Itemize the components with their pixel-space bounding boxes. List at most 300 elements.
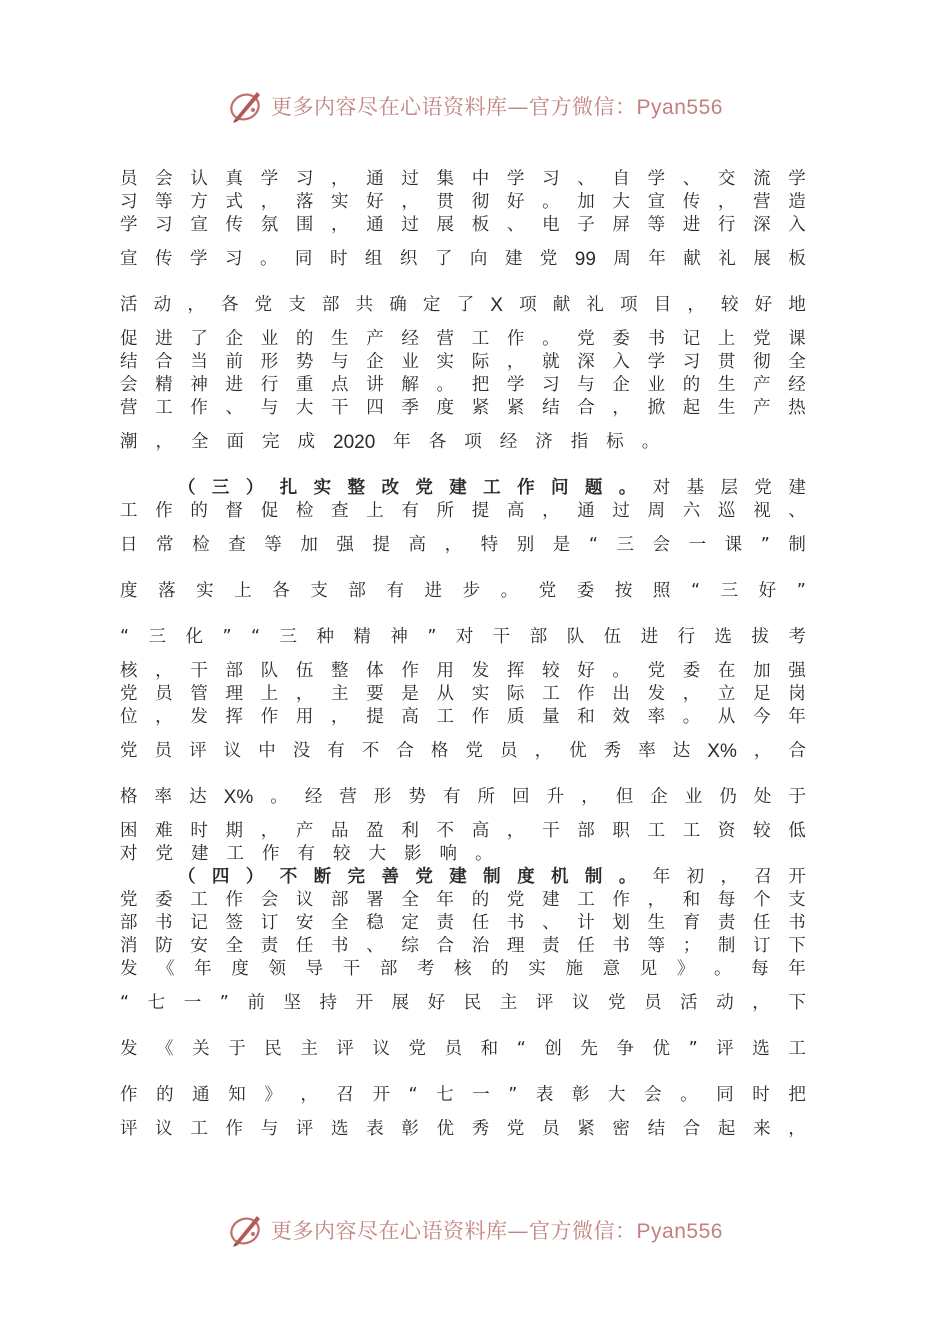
- text-char: 造: [788, 192, 806, 212]
- text-char: 下: [788, 936, 806, 956]
- text-char: 一: [688, 535, 707, 555]
- text-char: 作: [190, 398, 208, 418]
- text-char: 三: [148, 627, 167, 647]
- text-char: 精: [353, 627, 371, 647]
- text-char: 干: [342, 959, 361, 979]
- text-char: 实: [528, 959, 546, 979]
- numeric-token: 2020: [333, 432, 376, 453]
- text-char: 作: [260, 707, 279, 727]
- text-char: 结: [120, 352, 138, 372]
- text-char: 期: [225, 821, 244, 841]
- text-char: 不: [436, 821, 455, 841]
- text-char: 部: [225, 661, 244, 681]
- text-char: 评: [295, 1119, 314, 1139]
- text-char: 有: [386, 581, 404, 601]
- text-char: 。: [618, 478, 637, 498]
- text-char: ）: [245, 867, 264, 887]
- text-char: 传: [225, 215, 244, 235]
- text-line: [120, 912, 806, 935]
- text-char: ，: [155, 432, 173, 452]
- text-char: 争: [616, 1039, 634, 1059]
- text-char: 作: [262, 844, 280, 864]
- text-char: 地: [788, 295, 806, 315]
- text-char: 表: [535, 1085, 554, 1105]
- text-char: 防: [155, 936, 173, 956]
- text-char: 队: [566, 627, 585, 647]
- text-char: 部: [120, 913, 138, 933]
- text-char: 评: [189, 741, 207, 761]
- text-char: 当: [190, 352, 208, 372]
- text-char: 开: [355, 993, 374, 1013]
- text-char: 书: [155, 913, 173, 933]
- text-char: 提: [372, 535, 390, 555]
- text-char: 活: [680, 993, 698, 1013]
- text-char: 委: [576, 581, 595, 601]
- text-char: 进: [155, 329, 173, 349]
- text-char: 有: [297, 844, 315, 864]
- document-body: [120, 168, 806, 1141]
- text-line: [120, 1118, 806, 1141]
- text-char: 好: [577, 661, 595, 681]
- text-char: 动: [716, 993, 734, 1013]
- text-line: [120, 294, 806, 317]
- text-char: 较: [753, 821, 771, 841]
- text-char: 委: [612, 329, 630, 349]
- text-char: 电: [542, 215, 560, 235]
- text-char: 会: [644, 1085, 662, 1105]
- text-char: ”: [508, 1085, 518, 1105]
- text-char: 层: [720, 478, 738, 498]
- text-char: ”: [427, 627, 437, 647]
- text-char: 格: [430, 741, 449, 761]
- text-char: 订: [753, 936, 771, 956]
- text-char: 作: [577, 684, 595, 704]
- text-char: 立: [717, 684, 736, 704]
- text-line: [120, 477, 806, 500]
- text-char: ”: [796, 581, 806, 601]
- text-char: 秀: [603, 741, 622, 761]
- text-char: 发: [190, 707, 208, 727]
- text-line: [120, 992, 806, 1015]
- text-char: 际: [471, 352, 490, 372]
- text-char: 题: [584, 478, 603, 498]
- text-char: 企: [650, 787, 668, 807]
- text-char: 彻: [753, 352, 771, 372]
- text-char: 围: [295, 215, 314, 235]
- text-char: 传: [154, 249, 173, 269]
- text-char: 部: [321, 295, 340, 315]
- text-char: 对: [120, 844, 138, 864]
- text-char: 。: [270, 787, 288, 807]
- text-char: ，: [752, 993, 770, 1013]
- text-char: 的: [190, 501, 208, 521]
- text-char: 书: [647, 329, 666, 349]
- text-char: 度: [231, 959, 249, 979]
- text-char: 作: [471, 707, 490, 727]
- text-char: 困: [120, 821, 138, 841]
- text-line: [120, 500, 806, 523]
- text-char: 上: [260, 684, 279, 704]
- text-char: 习: [295, 169, 314, 189]
- text-char: 议: [223, 741, 242, 761]
- text-char: 》: [676, 959, 695, 979]
- text-char: 议: [372, 1039, 390, 1059]
- text-char: 作: [225, 1119, 244, 1139]
- text-char: 提: [471, 501, 490, 521]
- text-char: 业: [401, 352, 419, 372]
- text-char: 巡: [717, 501, 736, 521]
- text-char: 确: [389, 295, 407, 315]
- text-char: 民: [463, 993, 482, 1013]
- text-char: 记: [682, 329, 701, 349]
- text-char: 起: [682, 398, 701, 418]
- text-char: 工: [155, 398, 173, 418]
- text-char: 见: [639, 959, 658, 979]
- text-char: 发: [120, 1039, 138, 1059]
- text-char: 持: [319, 993, 338, 1013]
- text-char: ，: [647, 890, 666, 910]
- text-char: 产: [753, 375, 771, 395]
- text-char: 下: [788, 993, 806, 1013]
- text-char: 习: [542, 169, 560, 189]
- text-char: 员: [120, 169, 138, 189]
- text-char: 结: [542, 398, 560, 418]
- text-char: 板: [471, 215, 490, 235]
- text-char: 。: [612, 661, 630, 681]
- text-char: 建: [449, 867, 467, 887]
- text-char: 了: [434, 249, 453, 269]
- text-char: 拔: [751, 627, 769, 647]
- text-char: ，: [331, 707, 349, 727]
- text-char: ，: [687, 295, 705, 315]
- text-char: 、: [542, 913, 560, 933]
- text-char: 部: [379, 959, 398, 979]
- text-char: 年: [436, 890, 455, 910]
- text-char: 回: [512, 787, 530, 807]
- text-char: ”: [760, 535, 770, 555]
- text-char: 会: [120, 375, 138, 395]
- text-char: 大: [612, 192, 630, 212]
- text-char: 党: [608, 993, 626, 1013]
- text-char: 党: [155, 844, 173, 864]
- text-char: 与: [577, 375, 595, 395]
- text-char: 》: [264, 1085, 282, 1105]
- text-char: 党: [506, 890, 525, 910]
- text-char: 高: [408, 535, 426, 555]
- text-char: 经: [304, 787, 323, 807]
- text-line: [120, 580, 806, 603]
- text-char: 署: [366, 890, 384, 910]
- text-char: 学: [647, 169, 666, 189]
- text-char: “: [120, 993, 130, 1013]
- text-char: 责: [260, 936, 279, 956]
- text-char: 没: [292, 741, 311, 761]
- text-char: 了: [190, 329, 208, 349]
- text-char: 出: [612, 684, 630, 704]
- text-char: 利: [401, 821, 419, 841]
- text-char: 、: [506, 215, 525, 235]
- text-char: 和: [577, 707, 595, 727]
- text-char: 有: [401, 501, 419, 521]
- text-char: 视: [753, 501, 771, 521]
- text-char: 党: [539, 249, 558, 269]
- text-char: 、: [225, 398, 244, 418]
- text-char: ，: [155, 661, 173, 681]
- watermark-text: 更多内容尽在心语资料库—官方微信：Pyan556: [271, 1219, 723, 1243]
- text-char: 度: [120, 581, 138, 601]
- text-char: 不: [279, 867, 298, 887]
- text-char: 就: [542, 352, 560, 372]
- text-char: 时: [190, 821, 208, 841]
- text-char: 形: [260, 352, 279, 372]
- text-char: 面: [226, 432, 244, 452]
- text-char: 提: [366, 707, 384, 727]
- text-char: 作: [155, 501, 173, 521]
- text-char: 成: [297, 432, 315, 452]
- text-char: 礼: [718, 249, 736, 269]
- text-char: 品: [331, 821, 349, 841]
- text-char: 。: [542, 329, 560, 349]
- text-char: 实: [471, 684, 490, 704]
- text-char: 整: [347, 478, 366, 498]
- text-char: 的: [471, 890, 490, 910]
- text-char: 习: [542, 375, 560, 395]
- text-char: 今: [753, 707, 771, 727]
- text-char: 治: [471, 936, 490, 956]
- text-char: 干: [331, 398, 349, 418]
- text-line: [120, 191, 806, 214]
- text-char: 问: [550, 478, 569, 498]
- text-char: 制: [717, 936, 736, 956]
- text-char: ，: [260, 821, 279, 841]
- text-char: 率: [638, 741, 656, 761]
- text-char: 于: [788, 787, 806, 807]
- text-char: 工: [471, 329, 490, 349]
- text-char: 不: [361, 741, 380, 761]
- text-char: 行: [717, 215, 736, 235]
- text-char: 讲: [366, 375, 384, 395]
- text-char: 度: [517, 867, 535, 887]
- text-char: 安: [190, 936, 208, 956]
- text-char: 经: [401, 329, 419, 349]
- text-char: 经: [499, 432, 518, 452]
- text-char: 每: [717, 890, 736, 910]
- text-char: 优: [652, 1039, 671, 1059]
- text-char: 加: [300, 535, 318, 555]
- text-char: 掀: [647, 398, 666, 418]
- text-char: 支: [788, 890, 806, 910]
- text-char: 发: [647, 684, 666, 704]
- text-char: 献: [683, 249, 701, 269]
- text-char: 了: [456, 295, 475, 315]
- text-char: 工: [577, 890, 595, 910]
- text-char: ，: [155, 707, 173, 727]
- text-line: [120, 958, 806, 981]
- text-char: 要: [366, 684, 384, 704]
- text-char: 作: [401, 661, 419, 681]
- text-char: 企: [225, 329, 244, 349]
- text-char: 过: [401, 169, 419, 189]
- text-char: 与: [260, 1119, 279, 1139]
- text-char: 理: [506, 936, 525, 956]
- text-char: 发: [120, 959, 138, 979]
- text-char: 子: [577, 215, 595, 235]
- text-char: 项: [620, 295, 638, 315]
- text-char: ，: [717, 192, 736, 212]
- text-char: 选: [714, 627, 733, 647]
- text-char: 促: [260, 501, 279, 521]
- text-char: 对: [652, 478, 671, 498]
- text-char: 量: [542, 707, 560, 727]
- text-char: 。: [618, 867, 637, 887]
- text-char: 较: [721, 295, 739, 315]
- text-char: 订: [260, 913, 279, 933]
- text-char: 发: [471, 661, 490, 681]
- text-char: 势: [408, 787, 426, 807]
- text-char: （: [178, 478, 196, 498]
- text-char: 课: [788, 329, 806, 349]
- text-char: ，: [401, 192, 419, 212]
- text-char: 三: [720, 581, 739, 601]
- text-char: 作: [506, 329, 525, 349]
- text-char: 。: [500, 581, 519, 601]
- text-char: 难: [155, 821, 173, 841]
- text-line: [120, 626, 806, 649]
- text-char: 支: [288, 295, 306, 315]
- text-char: 、: [788, 501, 806, 521]
- text-char: 实: [313, 478, 332, 498]
- text-char: 整: [331, 661, 349, 681]
- text-char: 六: [682, 501, 701, 521]
- text-char: 合: [396, 741, 414, 761]
- text-char: 三: [616, 535, 634, 555]
- text-line: [120, 889, 806, 912]
- watermark-text: 更多内容尽在心语资料库—官方微信：Pyan556: [271, 95, 723, 119]
- text-char: 职: [612, 821, 630, 841]
- text-char: ，: [300, 1085, 318, 1105]
- text-char: 式: [225, 192, 244, 212]
- text-char: ，: [788, 1119, 806, 1139]
- text-char: 热: [788, 398, 806, 418]
- text-char: 业: [260, 329, 279, 349]
- text-char: 足: [753, 684, 771, 704]
- text-char: 查: [228, 535, 246, 555]
- text-char: 习: [155, 215, 173, 235]
- text-char: 年: [788, 959, 806, 979]
- text-char: 。: [641, 432, 660, 452]
- text-char: 结: [647, 1119, 666, 1139]
- text-char: 党: [408, 1039, 426, 1059]
- text-char: 机: [550, 867, 569, 887]
- text-char: 率: [647, 707, 666, 727]
- text-char: “: [690, 581, 701, 601]
- text-char: 日: [120, 535, 138, 555]
- text-char: 作: [120, 1085, 138, 1105]
- text-char: 各: [428, 432, 447, 452]
- text-char: 通: [577, 501, 595, 521]
- text-char: 年: [194, 959, 212, 979]
- text-char: ，: [682, 684, 701, 704]
- text-char: 过: [401, 215, 419, 235]
- text-char: 年: [393, 432, 411, 452]
- text-line: [120, 431, 806, 454]
- text-char: 员: [155, 684, 173, 704]
- text-char: 板: [788, 249, 806, 269]
- text-char: 较: [542, 661, 560, 681]
- text-char: 习: [120, 192, 138, 212]
- text-char: 意: [602, 959, 621, 979]
- text-char: ，: [331, 215, 349, 235]
- text-char: 等: [264, 535, 282, 555]
- text-char: 干: [190, 661, 208, 681]
- text-char: 查: [331, 501, 349, 521]
- text-char: 年: [788, 707, 806, 727]
- text-char: 时: [752, 1085, 770, 1105]
- text-char: 议: [571, 993, 590, 1013]
- text-char: 产: [753, 398, 771, 418]
- text-char: 形: [373, 787, 392, 807]
- text-char: 《: [156, 1039, 174, 1059]
- text-char: 动: [153, 295, 172, 315]
- text-line: [120, 660, 806, 683]
- text-char: 精: [155, 375, 173, 395]
- numeric-token: X: [490, 295, 503, 316]
- text-char: 工: [226, 844, 244, 864]
- text-char: 中: [471, 169, 490, 189]
- text-char: 时: [329, 249, 348, 269]
- text-char: 落: [295, 192, 314, 212]
- text-char: 主: [300, 1039, 318, 1059]
- text-char: ，: [612, 398, 630, 418]
- text-char: 优: [436, 1119, 455, 1139]
- text-char: 率: [154, 787, 173, 807]
- text-char: 通: [192, 1085, 210, 1105]
- text-char: 步: [462, 581, 481, 601]
- text-char: 指: [570, 432, 589, 452]
- text-char: 制: [788, 535, 806, 555]
- numeric-token: X%: [707, 741, 737, 762]
- text-char: 记: [190, 913, 208, 933]
- text-char: 部: [577, 821, 595, 841]
- text-char: 上: [234, 581, 252, 601]
- text-char: 各: [272, 581, 290, 601]
- text-char: 责: [542, 936, 560, 956]
- text-char: ，: [260, 192, 279, 212]
- text-char: 目: [653, 295, 672, 315]
- text-char: 加: [753, 661, 771, 681]
- text-char: 综: [401, 936, 419, 956]
- text-char: 考: [788, 627, 806, 647]
- text-char: 大: [368, 844, 386, 864]
- text-char: 《: [157, 959, 175, 979]
- text-char: 定: [401, 913, 419, 933]
- text-char: 行: [260, 375, 279, 395]
- text-char: 。: [542, 192, 560, 212]
- text-char: 、: [366, 936, 384, 956]
- text-char: 定: [422, 295, 441, 315]
- text-char: 召: [754, 867, 772, 887]
- text-char: 点: [331, 375, 349, 395]
- text-char: 党: [465, 741, 483, 761]
- text-char: （: [178, 867, 196, 887]
- text-char: ，: [720, 867, 738, 887]
- text-char: 完: [347, 867, 366, 887]
- text-char: 自: [612, 169, 630, 189]
- text-char: 活: [120, 295, 138, 315]
- text-char: 支: [310, 581, 328, 601]
- text-line: [120, 328, 806, 351]
- text-char: 选: [752, 1039, 770, 1059]
